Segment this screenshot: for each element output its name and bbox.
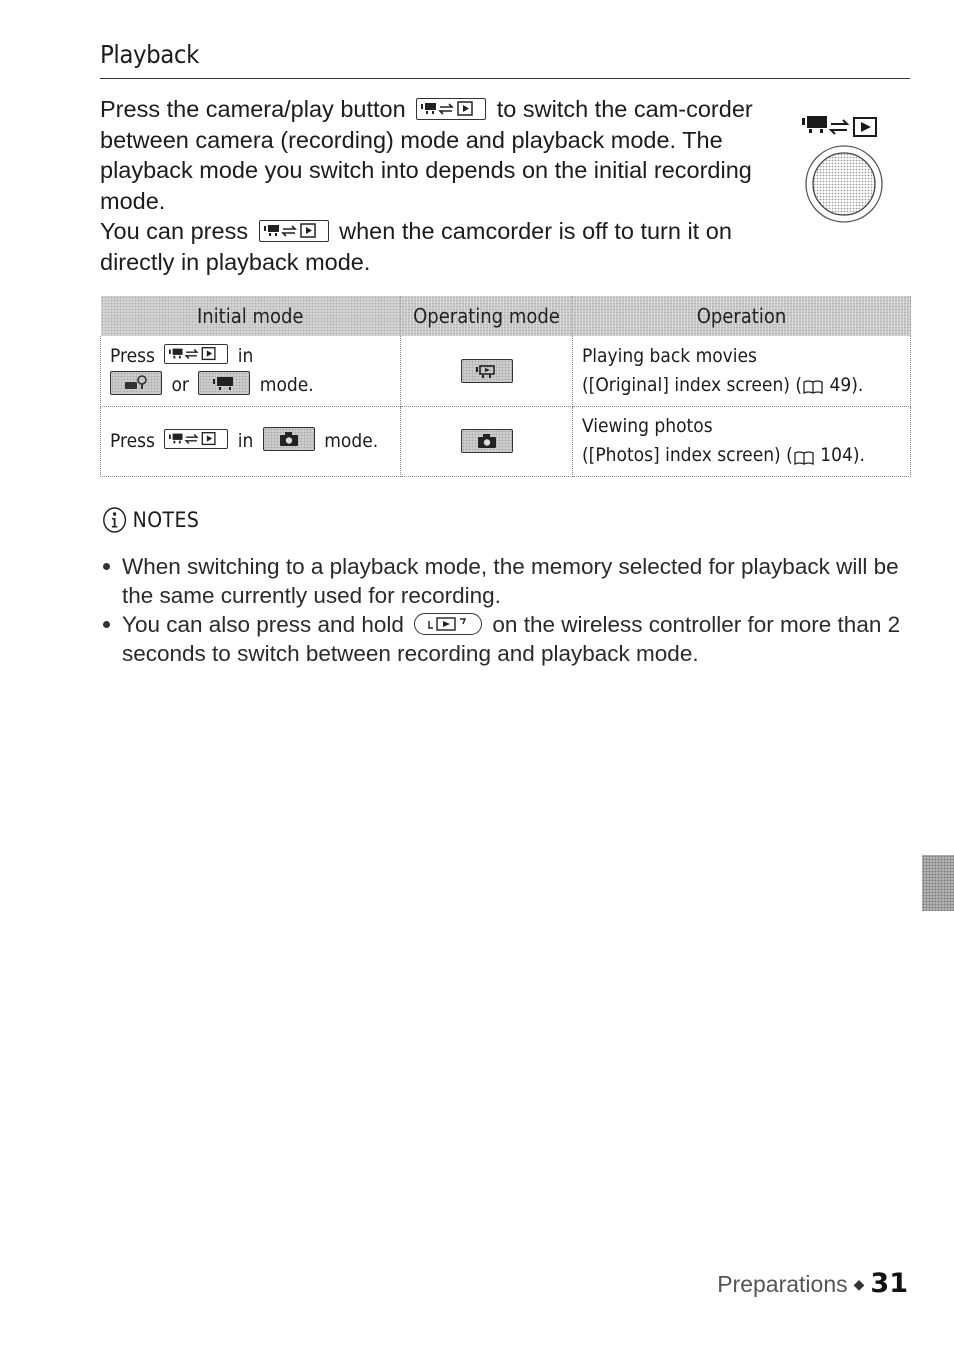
operation-cell [573,336,911,406]
section-title: Playback [100,40,199,69]
section-side-tab [922,855,954,911]
footer-section: Preparations [717,1271,848,1297]
cell-text: ([Original] index screen) ( [582,373,803,396]
table-row [101,406,911,476]
intro-p2-end: when the camcorder is off to turn it on directly in playback mode. [100,218,732,275]
book-icon [793,446,815,462]
dual-shot-mode-icon [110,371,162,395]
photo-mode-icon [263,427,315,451]
intro-text [100,94,790,277]
initial-mode-cell [101,406,401,476]
page-footer [717,1268,908,1299]
cell-text: 104). [820,444,865,466]
cell-text: or [171,373,189,396]
operating-mode-cell [401,406,573,476]
intro-p2-start: You can press [100,218,249,244]
cell-text: Playing back movies [582,344,757,367]
note-text: on the wireless controller for more than 2 seconds to switch between recording and playback mode. [122,612,901,666]
dial-illustration [798,108,890,228]
cell-text: Press [110,344,155,367]
dial-icon [798,108,890,228]
camera-play-button-icon [259,220,329,242]
table-header-row [101,296,911,336]
photo-playback-mode-icon [461,429,513,453]
page-number: 31 [870,1268,908,1299]
header-operation: Operation [573,296,911,336]
camera-play-button-icon [416,98,486,120]
wireless-playback-button-icon [414,613,482,635]
note-text: When switching to a playback mode, the memory selected for playback will be the same currently used for recording. [122,554,899,608]
operating-mode-cell [401,336,573,406]
header-initial-mode: Initial mode [101,296,401,336]
notes-heading-text: NOTES [132,508,200,532]
book-icon [802,375,824,391]
table-row [101,336,911,406]
intro-p1-end: to switch the cam-corder between camera (recording) mode and playback mode. The playback mode you switch into depends on the initial recording mode. [100,96,753,214]
cell-text: in [237,429,254,452]
intro-paragraph-2 [100,216,790,277]
diamond-icon: ◆ [853,1276,865,1292]
mode-table [100,296,911,477]
operation-cell [573,406,911,476]
cell-text: mode. [324,429,379,452]
cell-text: ([Photos] index screen) ( [582,444,793,466]
intro-p1-start: Press the camera/play button [100,96,406,122]
title-rule [100,78,910,79]
notes-list [100,552,915,668]
list-item [100,610,915,668]
list-item [100,552,915,610]
cell-text: 49). [829,373,864,396]
notes-heading [102,506,199,534]
cell-text: mode. [259,373,314,396]
cell-text: in [237,344,254,367]
info-icon [102,506,127,534]
camera-play-button-icon [164,429,228,449]
initial-mode-cell [101,336,401,406]
movie-playback-mode-icon [461,359,513,383]
manual-mode-icon [198,371,250,395]
header-operating-mode: Operating mode [401,296,573,336]
cell-text: Viewing photos [582,415,713,437]
camera-play-button-icon [164,344,228,364]
cell-text: Press [110,429,155,452]
note-text: You can also press and hold [122,612,404,637]
intro-paragraph-1 [100,94,790,216]
